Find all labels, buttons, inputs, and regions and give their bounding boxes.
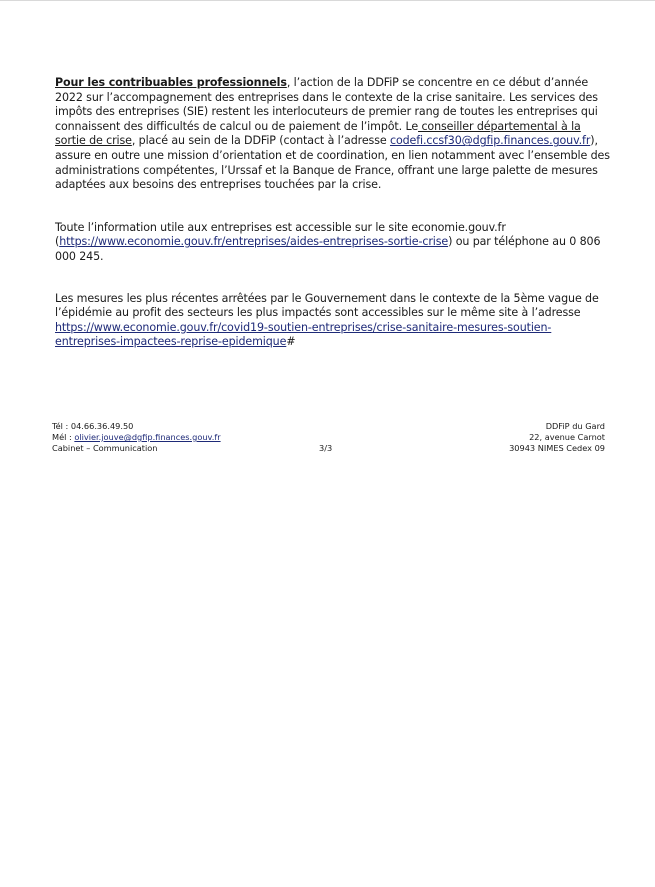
footer-contact: [52, 421, 221, 454]
paragraph-text: Les mesures les plus récentes arrêtées par le Gouvernement dans le contexte de la 5ème vague de l’épidémie au profit des secteurs les plus impactés sont accessibles sur le même site à l’adresse: [55, 291, 599, 320]
page-top-rule: [0, 0, 655, 1]
footer-mail-line: [52, 432, 221, 443]
paragraph-text: , placé au sein de la DDFiP (contact à l’adresse: [131, 134, 390, 148]
paragraph-text: Toute l’information utile aux entreprises est accessible sur le site economie.gouv.fr (: [55, 220, 506, 249]
email-link-codefi[interactable]: codefi.ccsf30@dgfip.finances.gouv.fr: [389, 134, 591, 148]
paragraph-business-information: [55, 221, 610, 265]
paragraph-recent-measures: [55, 292, 610, 350]
paragraph-text: , l’action de la DDFiP se concentre en ce début d’année 2022 sur l’accompagnement des entreprises dans le contexte de la crise sanitaire. Les services des impôts des entreprises (SIE) restent les interlocuteurs de premier rang de toutes les entreprises qui connaissent des difficultés de calcul ou de paiement de l’impôt. Le: [55, 76, 598, 133]
footer-mail-label: Mél :: [52, 432, 75, 442]
footer-city: 30943 NIMES Cedex 09: [509, 443, 605, 453]
page-number: 3/3: [319, 443, 333, 453]
role-title: conseiller départemental à la sortie de crise: [55, 119, 581, 148]
paragraph-text: ), assure en outre une mission d’orientation et de coordination, en lien notamment avec l’ensemble des administrations compétentes, l’Urssaf et la Banque de France, offrant une large palette de mesures adaptées aux besoins des entreprises touchées par la crise.: [55, 134, 610, 192]
page-footer: [52, 421, 605, 461]
footer-street: 22, avenue Carnot: [529, 432, 605, 442]
url-link-covid19-soutien[interactable]: https://www.economie.gouv.fr/covid19-soutien-entreprises/crise-sanitaire-mesures-soutien-entreprises-impactees-reprise-epidemique: [55, 320, 552, 349]
footer-department: Cabinet – Communication: [52, 443, 158, 453]
paragraph-professional-taxpayers: [55, 76, 610, 193]
document-body: [55, 76, 610, 378]
footer-address: [509, 421, 605, 454]
paragraph-text: ) ou par téléphone au 0 806 000 245.: [55, 235, 601, 263]
paragraph-lead-heading: Pour les contribuables professionnels: [55, 76, 287, 89]
paragraph-text: #: [286, 335, 296, 349]
footer-mail-link[interactable]: olivier.jouve@dgfip.finances.gouv.fr: [74, 432, 221, 442]
footer-org: DDFiP du Gard: [545, 421, 605, 431]
footer-phone: Tél : 04.66.36.49.50: [52, 421, 134, 431]
url-link-aides-entreprises[interactable]: https://www.economie.gouv.fr/entreprises/aides-entreprises-sortie-crise: [59, 235, 449, 249]
